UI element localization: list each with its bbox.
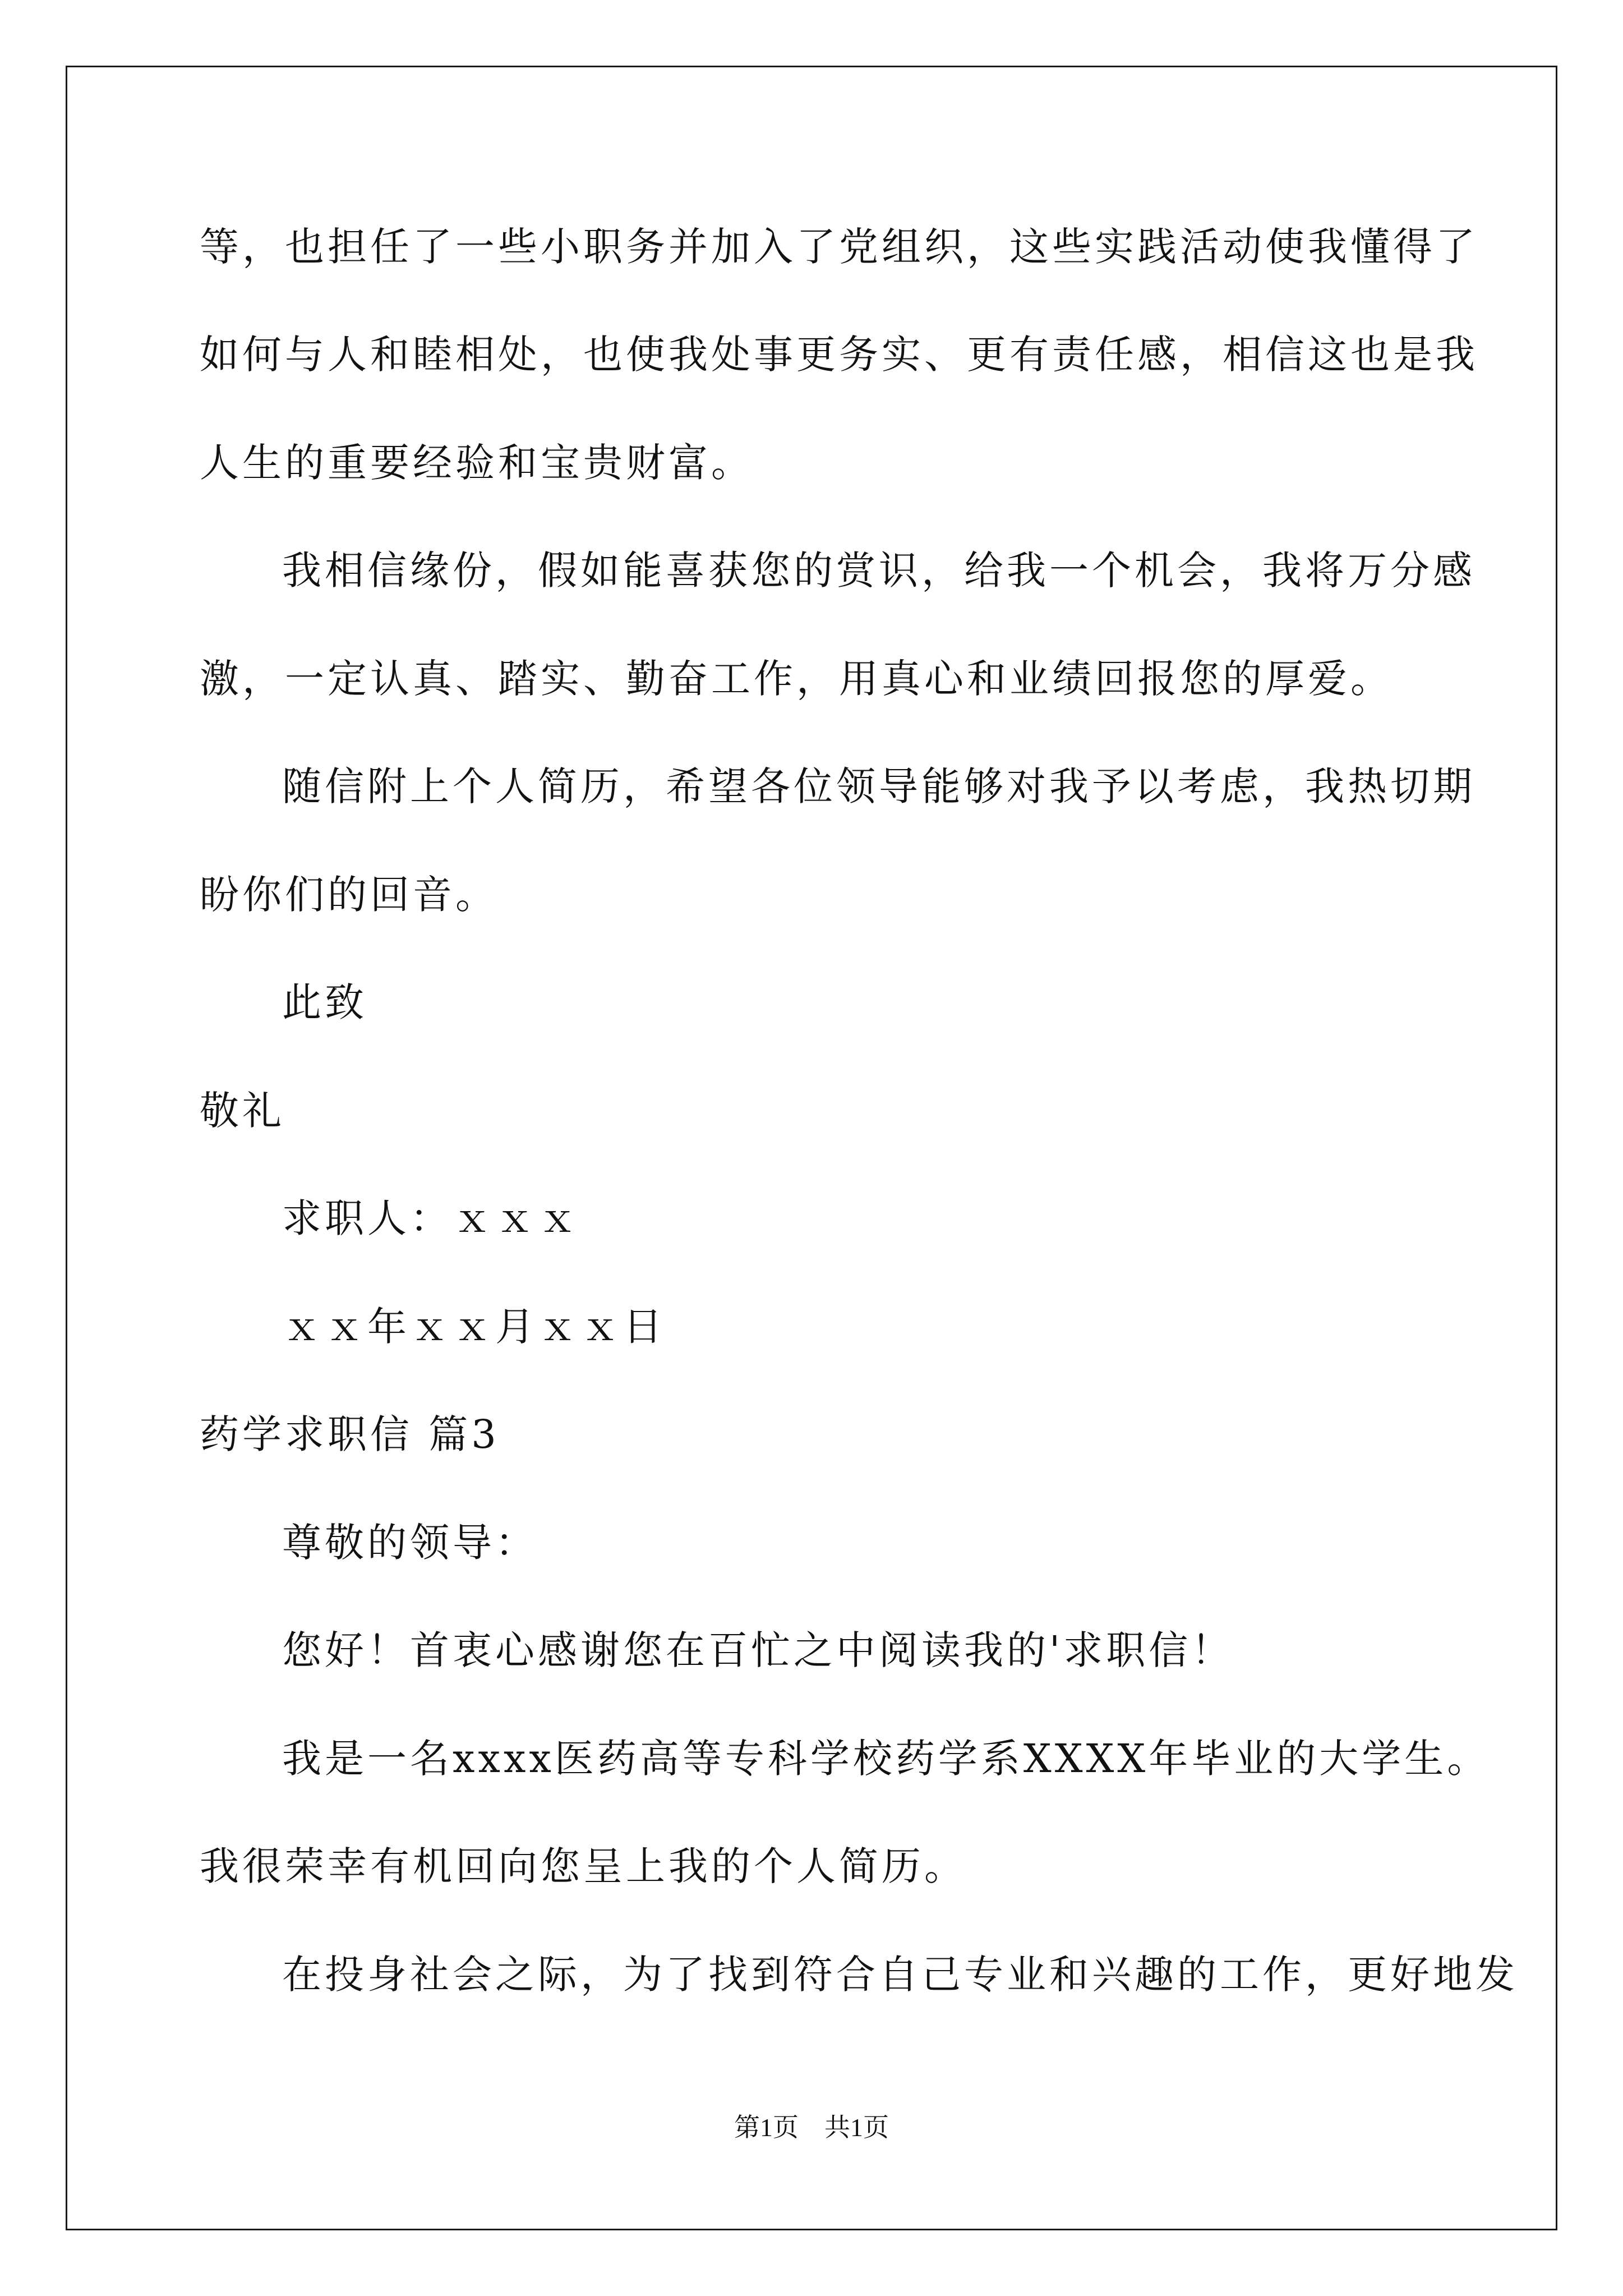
paragraph-line: 我是一名xxxx医药高等专科学校药学系XXXX年毕业的大学生。 — [282, 1736, 1490, 1782]
greeting-line: 尊敬的领导： — [282, 1520, 538, 1566]
closing-line: 此致 — [282, 979, 367, 1025]
signature-date: ｘｘ年ｘｘ月ｘｘ日 — [282, 1304, 666, 1350]
paragraph-line: 您好！首衷心感谢您在百忙之中阅读我的'求职信！ — [282, 1627, 1234, 1673]
page-footer: 第1页 共1页 — [734, 2113, 889, 2142]
paragraph-line: 激，一定认真、踏实、勤奋工作，用真心和业绩回报您的厚爱。 — [200, 656, 1393, 702]
paragraph-line: 在投身社会之际，为了找到符合自己专业和兴趣的工作，更好地发 — [282, 1952, 1518, 1998]
page-border — [66, 66, 1557, 2230]
paragraph-line: 随信附上个人简历，希望各位领导能够对我予以考虑，我热切期 — [282, 763, 1476, 809]
signature-name: 求职人：ｘｘｘ — [282, 1195, 580, 1241]
paragraph-line: 我相信缘份，假如能喜获您的赏识，给我一个机会，我将万分感 — [282, 547, 1476, 593]
paragraph-line: 等，也担任了一些小职务并加入了党组织，这些实践活动使我懂得了 — [200, 224, 1478, 270]
salutation-line: 敬礼 — [200, 1088, 285, 1134]
paragraph-line: 我很荣幸有机回向您呈上我的个人简历。 — [200, 1843, 967, 1889]
section-heading: 药学求职信 篇3 — [200, 1411, 500, 1457]
paragraph-line: 如何与人和睦相处，也使我处事更务实、更有责任感，相信这也是我 — [200, 332, 1478, 378]
paragraph-line: 盼你们的回音。 — [200, 872, 498, 918]
paragraph-line: 人生的重要经验和宝贵财富。 — [200, 440, 754, 486]
